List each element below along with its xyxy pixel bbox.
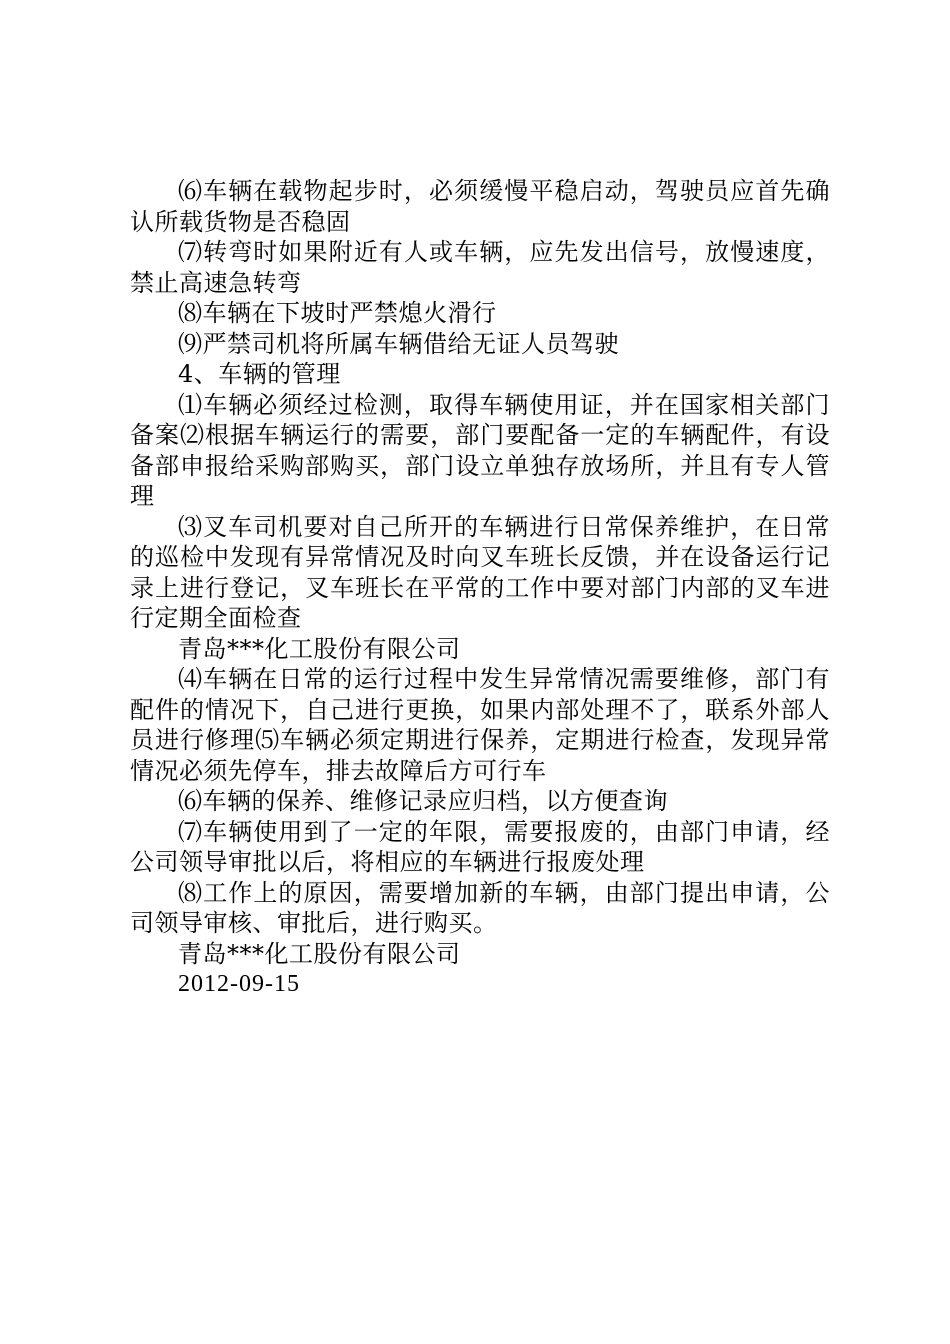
paragraph-rule-9: ⑼严禁司机将所属车辆借给无证人员驾驶 bbox=[178, 329, 619, 358]
paragraph-management-1-2: ⑴车辆必须经过检测，取得车辆使用证，并在国家相关部门备案⑵根据车辆运行的需要，部门要配备一定的车辆配件，有设备部申报给采购部购买，部门设立单独存放场所，并且有专人管理 bbox=[130, 390, 830, 510]
document-page bbox=[130, 176, 830, 1000]
paragraph-management-8: ⑻工作上的原因，需要增加新的车辆，由部门提出申请，公司领导审核、审批后，进行购买。 bbox=[130, 878, 830, 937]
paragraph-management-6: ⑹车辆的保养、维修记录应归档，以方便查询 bbox=[178, 787, 668, 815]
company-name-inline: 青岛***化工股份有限公司 bbox=[178, 634, 461, 663]
paragraph-management-7: ⑺车辆使用到了一定的年限，需要报废的，由部门申请，经公司领导审批以后，将相应的车辆进行报废处理 bbox=[130, 817, 830, 876]
signature-date: 2012-09-15 bbox=[178, 971, 300, 997]
section-heading-vehicle-management: 4、车辆的管理 bbox=[178, 360, 341, 388]
paragraph-management-4-5: ⑷车辆在日常的运行过程中发生异常情况需要维修，部门有配件的情况下，自己进行更换，如果内部处理不了，联系外部人员进行修理⑸车辆必须定期进行保养，定期进行检查，发现异常情况必须先停车，排去故障后方可行车 bbox=[130, 665, 830, 785]
signature-company: 青岛***化工股份有限公司 bbox=[178, 939, 461, 968]
paragraph-management-3: ⑶叉车司机要对自己所开的车辆进行日常保养维护，在日常的巡检中发现有异常情况及时向叉车班长反馈，并在设备运行记录上进行登记，叉车班长在平常的工作中要对部门内部的叉车进行定期全面检查 bbox=[130, 512, 830, 632]
paragraph-rule-7: ⑺转弯时如果附近有人或车辆，应先发出信号，放慢速度，禁止高速急转弯 bbox=[130, 238, 830, 297]
paragraph-rule-6: ⑹车辆在载物起步时，必须缓慢平稳启动，驾驶员应首先确认所载货物是否稳固 bbox=[130, 177, 830, 236]
paragraph-rule-8: ⑻车辆在下坡时严禁熄火滑行 bbox=[178, 299, 497, 327]
